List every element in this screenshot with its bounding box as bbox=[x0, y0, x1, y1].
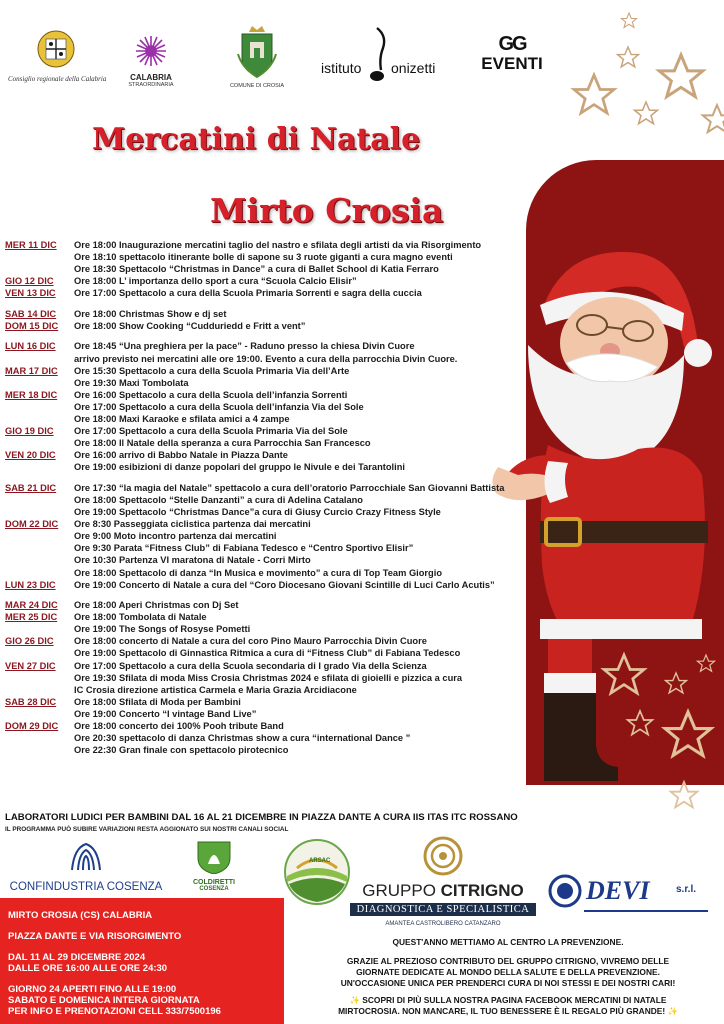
schedule-day: DOM 29 DIC bbox=[5, 721, 59, 732]
schedule-day: MER 18 DIC bbox=[5, 389, 58, 400]
schedule-row bbox=[5, 320, 565, 332]
schedule-row bbox=[5, 287, 565, 299]
schedule-event: Ore 19:00 Spettacolo “Christmas Dance”a cura di Giusy Curcio Crazy Fitness Style bbox=[74, 507, 441, 518]
schedule-event: Ore 18:10 spettacolo itinerante bolle di sapone su 3 ruote giganti a cura magno eventi bbox=[74, 252, 453, 263]
schedule-event: Ore 18:00 Christmas Show e dj set bbox=[74, 308, 227, 319]
schedule-row bbox=[5, 461, 565, 473]
eventi-label: EVENTI bbox=[481, 54, 543, 73]
calabria-sub-label: STRAORDINARIA bbox=[128, 82, 174, 88]
schedule-day: MAR 24 DIC bbox=[5, 600, 58, 611]
info-weekend: SABATO E DOMENICA INTERA GIORNATA bbox=[8, 995, 200, 1006]
schedule-event: Ore 18:00 concerto di Natale a cura del coro Pino Mauro Parrocchia Divin Cuore bbox=[74, 636, 427, 647]
schedule-event: Ore 20:30 spettacolo di danza Christmas show a cura “international Dance ” bbox=[74, 733, 411, 744]
schedule-row bbox=[5, 732, 565, 744]
coldiretti-label: COLDIRETTI bbox=[193, 879, 235, 886]
schedule-row bbox=[5, 611, 565, 623]
confindustria-label: CONFINDUSTRIA COSENZA bbox=[9, 881, 163, 893]
schedule-event: Ore 18:00 concerto dei 100% Pooh tribute Band bbox=[74, 721, 284, 732]
promo-line-5: MIRTOCROSIA. NON MANCARE, IL TUO BENESSERE È IL REGALO PIÙ GRANDE! ✨ bbox=[338, 1006, 678, 1016]
schedule-event: Ore 19:00 Concerto “I vintage Band Live” bbox=[74, 708, 257, 719]
schedule-row bbox=[5, 389, 565, 401]
calabria-label: CALABRIA bbox=[130, 73, 172, 82]
schedule-row bbox=[5, 623, 565, 635]
comune-shield-icon bbox=[236, 24, 278, 78]
schedule-event: Ore 9:30 Parata “Fitness Club” di Fabiana Tedesco e “Centro Sportivo Elisir” bbox=[74, 543, 414, 554]
schedule-day: GIO 19 DIC bbox=[5, 426, 54, 437]
schedule-row bbox=[5, 449, 565, 461]
gruppo-label: GRUPPO bbox=[362, 881, 441, 900]
devi-srl-label: s.r.l. bbox=[676, 884, 697, 895]
schedule-row bbox=[5, 599, 565, 611]
schedule-day: LUN 23 DIC bbox=[5, 579, 56, 590]
info-location: MIRTO CROSIA (CS) CALABRIA bbox=[8, 910, 153, 921]
schedule-day: GIO 12 DIC bbox=[5, 276, 54, 287]
info-hours: DALLE ORE 16:00 ALLE ORE 24:30 bbox=[8, 963, 168, 974]
event-schedule bbox=[5, 239, 565, 756]
donizetti-label: onizetti bbox=[391, 60, 436, 76]
info-dates: DAL 11 AL 29 DICEMBRE 2024 bbox=[8, 952, 146, 963]
schedule-day: DOM 15 DIC bbox=[5, 320, 59, 331]
schedule-day: VEN 13 DIC bbox=[5, 288, 56, 299]
schedule-row bbox=[5, 506, 565, 518]
labs-announcement: LABORATORI LUDICI PER BAMBINI DAL 16 AL 21 DICEMBRE IN PIAZZA DANTE A CURA IIS ITAS ITC ROSSANO bbox=[5, 812, 518, 823]
logo-comune-crosia bbox=[226, 24, 288, 89]
schedule-row bbox=[5, 708, 565, 720]
schedule-event: Ore 18:00 Inaugurazione mercatini taglio del nastro e sfilata degli artisti da via Risorgimento bbox=[74, 240, 482, 250]
schedule-row bbox=[5, 635, 565, 647]
citrigno-label: CITRIGNO bbox=[440, 881, 524, 900]
schedule-row bbox=[5, 365, 565, 377]
schedule-event: Ore 19:00 esibizioni di danze popolari del gruppo le Nivule e dei Tarantolini bbox=[74, 462, 405, 473]
arsac-emblem-icon bbox=[283, 838, 351, 906]
info-venue: PIAZZA DANTE E VIA RISORGIMENTO bbox=[8, 931, 182, 942]
schedule-row bbox=[5, 353, 565, 365]
decorative-stars-bottom bbox=[600, 640, 724, 820]
schedule-row bbox=[5, 542, 565, 554]
schedule-row bbox=[5, 482, 565, 494]
schedule-day: SAB 28 DIC bbox=[5, 696, 57, 707]
gruppo-citrigno-name bbox=[350, 881, 536, 901]
schedule-event: Ore 17:00 Spettacolo a cura della Scuola dell’infanzia Via del Sole bbox=[74, 401, 364, 412]
schedule-event: arrivo previsto nei mercatini alle ore 19:00. Evento a cura della parrocchia Divin Cuore. bbox=[74, 353, 458, 364]
decorative-stars-top bbox=[566, 8, 724, 138]
diagnostica-banner: DIAGNOSTICA E SPECIALISTICA bbox=[350, 903, 536, 916]
event-info-box bbox=[0, 898, 284, 1024]
title-line-1: Mercatini di Natale bbox=[92, 122, 421, 157]
devi-label: DEVI bbox=[586, 876, 650, 905]
schedule-event: IC Crosia direzione artistica Carmela e Maria Grazia Arcidiacone bbox=[74, 684, 357, 695]
schedule-row bbox=[5, 684, 565, 696]
schedule-row bbox=[5, 401, 565, 413]
schedule-event: Ore 19:00 Concerto di Natale a cura del “Coro Diocesano Giovani Scintille di Luci Carlo Acutis” bbox=[74, 579, 495, 590]
schedule-row bbox=[5, 308, 565, 320]
schedule-event: Ore 19:30 Maxi Tombolata bbox=[74, 377, 189, 388]
schedule-row bbox=[5, 744, 565, 756]
schedule-event: Ore 17:00 Spettacolo a cura della Scuola secondaria di I grado Via della Scienza bbox=[74, 660, 427, 671]
schedule-gap bbox=[5, 332, 565, 340]
schedule-row bbox=[5, 720, 565, 732]
schedule-row bbox=[5, 275, 565, 287]
regional-crest-icon bbox=[37, 28, 75, 70]
calabria-flower-icon bbox=[134, 34, 168, 68]
schedule-event: Ore 8:30 Passeggiata ciclistica partenza dai mercatini bbox=[74, 519, 311, 530]
confindustria-emblem-icon bbox=[68, 840, 104, 874]
schedule-row bbox=[5, 647, 565, 659]
schedule-row bbox=[5, 239, 565, 251]
schedule-row bbox=[5, 413, 565, 425]
schedule-day: MER 11 DIC bbox=[5, 240, 57, 250]
schedule-event: Ore 19:00 The Songs of Rosyse Pometti bbox=[74, 624, 251, 635]
schedule-event: Ore 18:00 Spettacolo “Stelle Danzanti” a cura di Adelina Catalano bbox=[74, 494, 363, 505]
promo-line-3: UN'OCCASIONE UNICA PER PRENDERCI CURA DI NOI STESSI E DEI NOSTRI CARI! bbox=[340, 978, 676, 988]
schedule-day: LUN 16 DIC bbox=[5, 341, 56, 352]
logo-consiglio-regionale bbox=[8, 28, 107, 83]
schedule-event: Ore 22:30 Gran finale con spettacolo pirotecnico bbox=[74, 745, 289, 756]
logo-devi bbox=[548, 874, 708, 918]
devi-emblem-icon bbox=[548, 874, 582, 908]
diagnostica-places: AMANTEA CASTROLIBERO CATANZARO bbox=[385, 921, 501, 927]
schedule-row bbox=[5, 554, 565, 566]
devi-underline bbox=[584, 910, 708, 912]
promo-line-2: GIORNATE DEDICATE AL MONDO DELLA SALUTE E DELLA PREVENZIONE. bbox=[356, 967, 660, 977]
schedule-event: Ore 18:00 L’ importanza dello sport a cura “Scuola Calcio Elisir” bbox=[74, 276, 357, 287]
schedule-row bbox=[5, 251, 565, 263]
schedule-event: Ore 18:00 Il Natale della speranza a cura Parrocchia San Francesco bbox=[74, 438, 371, 449]
schedule-event: Ore 10:30 Partenza VI maratona di Natale - Corri Mirto bbox=[74, 555, 311, 566]
schedule-event: Ore 19:00 Spettacolo di Ginnastica Ritmica a cura di “Fitness Club” di Fabiana Tedesco bbox=[74, 648, 461, 659]
schedule-day: MAR 17 DIC bbox=[5, 365, 58, 376]
gg-mark: GG bbox=[498, 33, 526, 55]
schedule-day: SAB 21 DIC bbox=[5, 482, 57, 493]
promo-headline: QUEST'ANNO METTIAMO AL CENTRO LA PREVENZIONE. bbox=[392, 937, 624, 947]
schedule-row bbox=[5, 340, 565, 352]
schedule-row bbox=[5, 696, 565, 708]
coldiretti-sub-label: COSENZA bbox=[199, 886, 229, 892]
schedule-gap bbox=[5, 591, 565, 599]
promo-line-1: GRAZIE AL PREZIOSO CONTRIBUTO DEL GRUPPO CITRIGNO, VIVREMO DELLE bbox=[346, 956, 670, 966]
istituto-label: istituto bbox=[321, 60, 362, 76]
info-christmas-eve: GIORNO 24 APERTI FINO ALLE 19:00 bbox=[8, 984, 177, 995]
schedule-row bbox=[5, 494, 565, 506]
schedule-event: Ore 18:00 Maxi Karaoke e sfilata amici a 4 zampe bbox=[74, 414, 290, 424]
program-disclaimer: IL PROGRAMMA PUÒ SUBIRE VARIAZIONI RESTA AGGIONATO SUI NOSTRI CANALI SOCIAL bbox=[5, 826, 289, 833]
schedule-event: Ore 17:30 “la magia del Natale” spettacolo a cura dell’oratorio Parrocchiale San Giovanni Battista bbox=[74, 482, 505, 493]
schedule-gap bbox=[5, 473, 565, 481]
schedule-day: VEN 20 DIC bbox=[5, 450, 56, 461]
schedule-event: Ore 18:00 Tombolata di Natale bbox=[74, 612, 207, 623]
schedule-event: Ore 19:30 Sfilata di moda Miss Crosia Christmas 2024 e sfilata di gioielli e pizzica a cura bbox=[74, 672, 463, 683]
schedule-event: Ore 16:00 Spettacolo a cura della Scuola dell’infanzia Sorrenti bbox=[74, 389, 348, 400]
schedule-event: Ore 18:00 Show Cooking “Cudduriedd e Fritt a vent” bbox=[74, 320, 306, 331]
schedule-row bbox=[5, 567, 565, 579]
comune-caption: COMUNE DI CROSIA bbox=[229, 83, 285, 89]
schedule-row bbox=[5, 660, 565, 672]
schedule-event: Ore 17:00 Spettacolo a cura della Scuola Primaria Sorrenti e sagra della cuccia bbox=[74, 288, 422, 299]
schedule-event: Ore 18:00 Sfilata di Moda per Bambini bbox=[74, 696, 241, 707]
coldiretti-emblem-icon bbox=[194, 838, 234, 874]
schedule-row bbox=[5, 530, 565, 542]
logo-gg-eventi bbox=[472, 34, 552, 74]
music-note-icon bbox=[369, 26, 391, 86]
schedule-event: Ore 9:00 Moto incontro partenza dai mercatini bbox=[74, 531, 277, 542]
logo-confindustria bbox=[6, 840, 166, 893]
schedule-day: DOM 22 DIC bbox=[5, 519, 59, 530]
schedule-event: Ore 16:00 arrivo di Babbo Natale in Piazza Dante bbox=[74, 450, 288, 461]
title-line-2: Mirto Crosia bbox=[210, 191, 444, 230]
logo-istituto-donizetti bbox=[321, 24, 447, 88]
schedule-row bbox=[5, 425, 565, 437]
promo-line-4: ✨ SCOPRI DI PIÙ SULLA NOSTRA PAGINA FACEBOOK MERCATINI DI NATALE bbox=[349, 995, 667, 1005]
citrigno-emblem-icon bbox=[423, 836, 463, 876]
schedule-event: Ore 15:30 Spettacolo a cura della Scuola Primaria Via dell’Arte bbox=[74, 365, 350, 376]
schedule-day: VEN 27 DIC bbox=[5, 660, 56, 671]
schedule-day: GIO 26 DIC bbox=[5, 636, 54, 647]
schedule-event: Ore 18:00 Spettacolo di danza “In Musica e movimento” a cura di Top Team Giorgio bbox=[74, 567, 442, 578]
consiglio-caption: Consiglio regionale della Calabria bbox=[8, 75, 107, 83]
schedule-event: Ore 18:45 “Una preghiera per la pace” - Raduno presso la chiesa Divin Cuore bbox=[74, 341, 415, 352]
schedule-event: Ore 18:30 Spettacolo “Christmas in Dance” a cura di Ballet School di Katia Ferraro bbox=[74, 264, 439, 275]
logo-arsac bbox=[283, 838, 351, 906]
schedule-gap bbox=[5, 299, 565, 307]
schedule-row bbox=[5, 437, 565, 449]
schedule-row bbox=[5, 263, 565, 275]
schedule-event: Ore 17:00 Spettacolo a cura della Scuola Primaria Via del Sole bbox=[74, 426, 348, 437]
logo-calabria bbox=[122, 34, 180, 88]
logo-gruppo-citrigno bbox=[350, 836, 536, 927]
schedule-day: MER 25 DIC bbox=[5, 612, 58, 623]
schedule-day: SAB 14 DIC bbox=[5, 308, 57, 319]
schedule-event: Ore 18:00 Aperi Christmas con Dj Set bbox=[74, 600, 239, 611]
logo-coldiretti bbox=[188, 838, 240, 892]
schedule-row bbox=[5, 377, 565, 389]
info-contact: PER INFO E PRENOTAZIONI CELL 333/7500196 bbox=[8, 1006, 221, 1017]
schedule-row bbox=[5, 518, 565, 530]
schedule-row bbox=[5, 579, 565, 591]
schedule-row bbox=[5, 672, 565, 684]
arsac-label: ARSAC bbox=[309, 858, 331, 864]
